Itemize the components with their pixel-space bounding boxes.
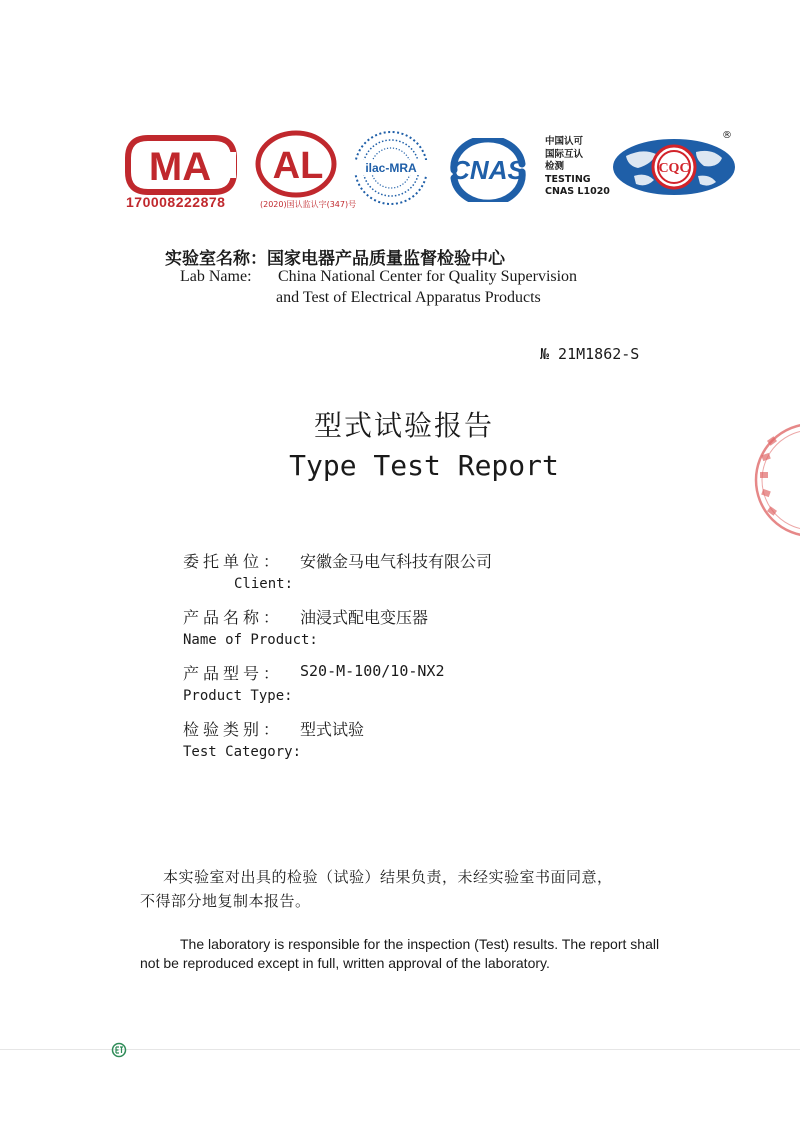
cqc-globe-logo: [612, 138, 736, 196]
test-category-value: 型式试验: [300, 720, 365, 739]
client-label-en: Client:: [234, 576, 294, 592]
registered-mark: ®: [722, 130, 732, 141]
cnas-cert-line: CNAS L1020: [545, 186, 610, 197]
product-type-label-en: Product Type:: [183, 688, 293, 704]
environmental-mark-icon: [111, 1042, 127, 1058]
ilac-mra-logo: [352, 128, 430, 208]
lab-name-cn: 实验室名称：国家电器产品质量监督检验中心: [165, 249, 505, 269]
product-name-value: 油浸式配电变压器: [300, 608, 429, 627]
cal-logo-text: AL: [272, 145, 324, 187]
disclaimer-en-line1: The laboratory is responsible for the inspection (Test) results. The report shall: [180, 936, 660, 952]
disclaimer-en-line2: not be reproduced except in full, written approval of the laboratory.: [140, 955, 550, 971]
cnas-logo-text: CNAS: [451, 155, 525, 185]
test-category-label-cn: 检验类别：: [183, 720, 284, 739]
cnas-cert-line: 检测: [545, 161, 565, 172]
lab-name-label-en: Lab Name:: [180, 268, 252, 285]
cal-number: (2020)国认监认字(347)号: [260, 200, 357, 209]
cnas-cert-line: TESTING: [545, 173, 591, 185]
product-type-label-cn: 产品型号：: [183, 664, 284, 683]
product-type-value: S20-M-100/10-NX2: [300, 662, 445, 680]
report-number: № 21M1862-S: [540, 345, 640, 363]
cnas-logo: [440, 138, 536, 202]
cqc-logo-text: CQC: [658, 161, 690, 176]
cnas-cert-line: 国际互认: [545, 148, 584, 160]
cal-logo: [252, 128, 340, 200]
test-category-label-en: Test Category:: [183, 744, 302, 760]
lab-name-en-line1: China National Center for Quality Supervision: [278, 268, 578, 285]
red-seal-stamp: [742, 420, 800, 540]
disclaimer-cn-line1: 本实验室对出具的检验（试验）结果负责，未经实验室书面同意，: [163, 868, 613, 886]
cma-number: 170008222878: [126, 194, 226, 210]
cma-logo-text: MA: [148, 145, 212, 189]
product-name-label-cn: 产品名称：: [183, 608, 284, 627]
disclaimer-cn-line2: 不得部分地复制本报告。: [140, 892, 311, 910]
lab-name-en-line2: and Test of Electrical Apparatus Products: [276, 289, 541, 306]
cnas-cert-line: 中国认可: [545, 136, 584, 147]
report-title-cn: 型式试验报告: [313, 409, 494, 442]
cnas-cert-text: [545, 136, 610, 199]
ilac-logo-text: ilac-MRA: [365, 161, 417, 175]
cma-logo: [122, 134, 240, 196]
client-value: 安徽金马电气科技有限公司: [300, 552, 493, 571]
product-name-label-en: Name of Product:: [183, 632, 318, 648]
report-title-en: Type Test Report: [289, 449, 559, 482]
client-label-cn: 委托单位：: [183, 552, 284, 571]
